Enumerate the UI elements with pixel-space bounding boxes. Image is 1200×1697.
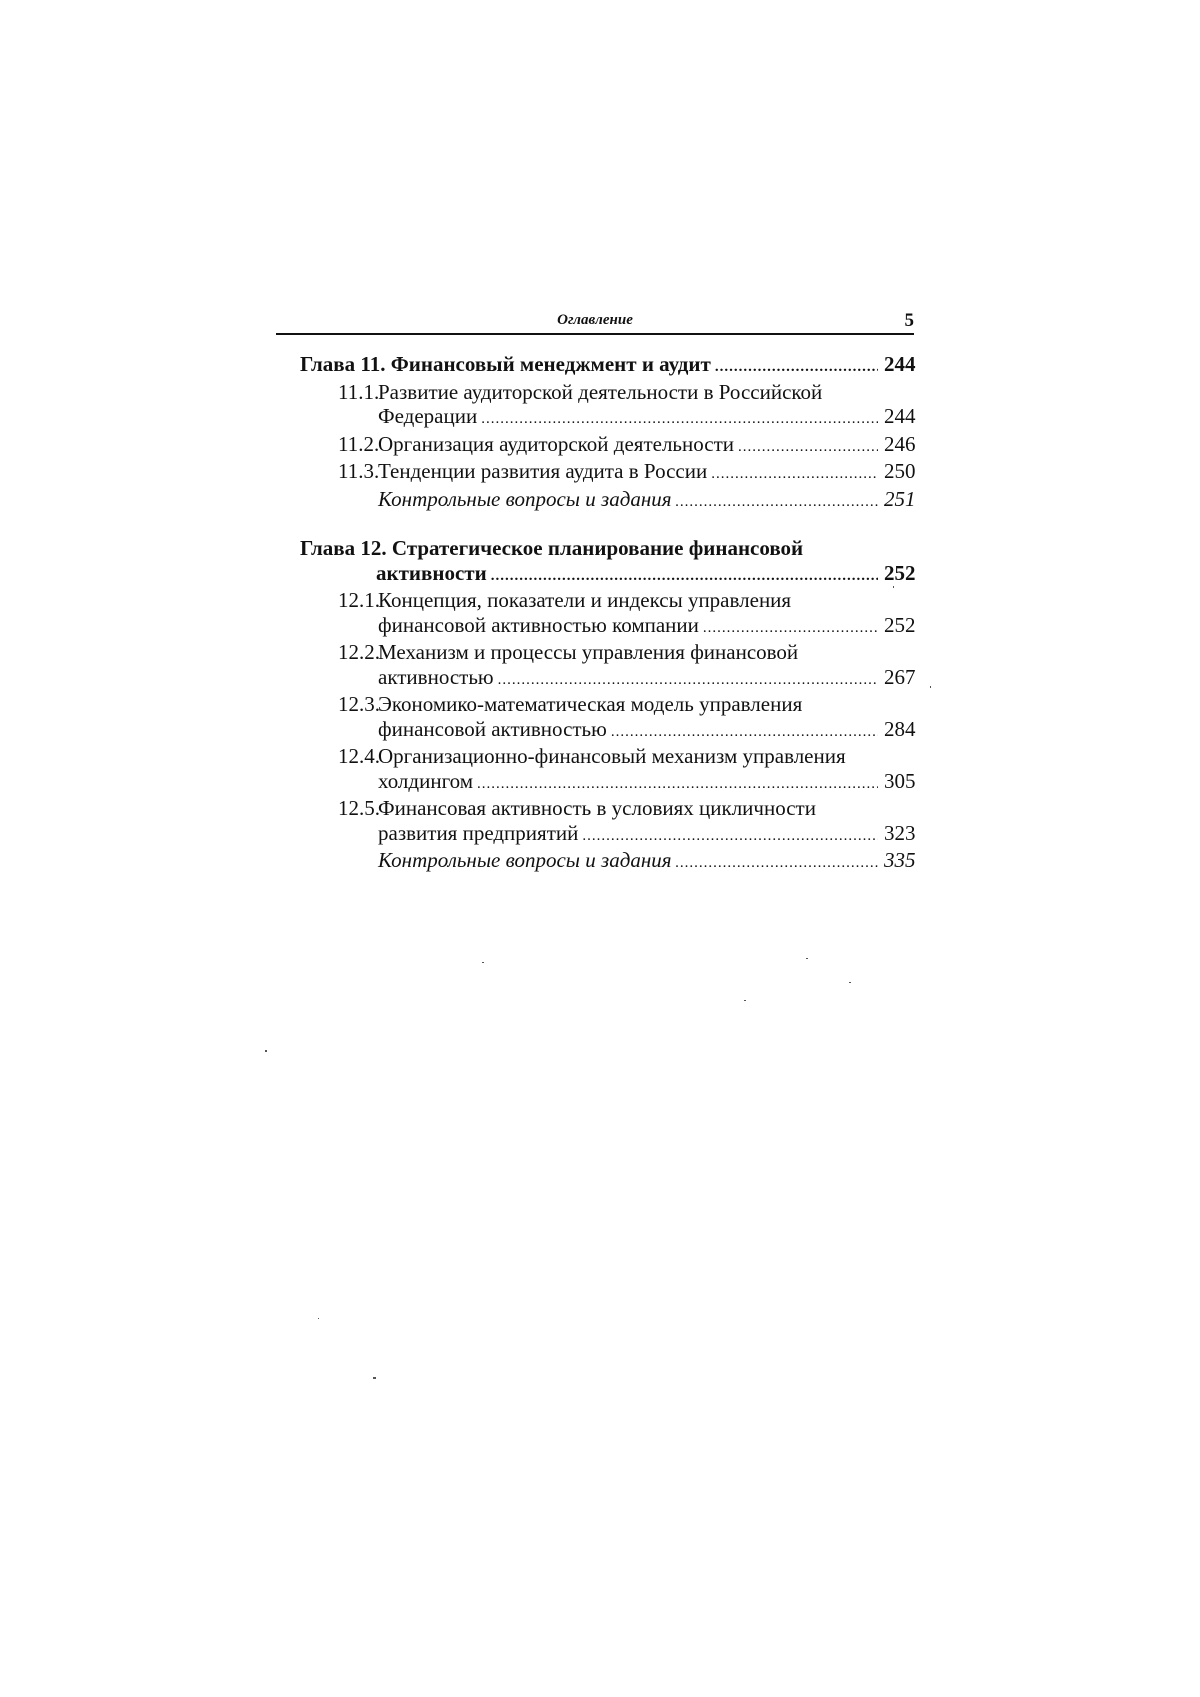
section-page: 284	[884, 716, 916, 741]
section-number: 12.2.	[338, 640, 380, 664]
toc-line	[300, 561, 914, 589]
section-number: 12.4.	[338, 744, 380, 768]
dot-leader	[481, 407, 878, 432]
questions-title: Контрольные вопросы и задания	[378, 486, 672, 511]
section-number: 11.3.	[338, 459, 380, 483]
section-title-line-2: финансовой активностью	[378, 716, 607, 741]
section-number: 12.5.	[338, 796, 380, 820]
section-number: 11.1.	[338, 379, 380, 404]
toc-line	[338, 432, 914, 460]
section-title-line-2: финансовой активностью компании	[378, 612, 699, 637]
toc-section-11-1	[300, 380, 914, 432]
chapter-title: Глава 11. Финансовый менеджмент и аудит	[300, 352, 711, 376]
scan-speck	[265, 1050, 267, 1052]
section-title-line-1: Организационно-финансовый механизм управления	[378, 744, 846, 768]
page-header-title: Оглавление	[557, 312, 633, 328]
toc-line	[338, 613, 914, 641]
scan-speck	[930, 686, 931, 688]
toc-line	[338, 640, 914, 665]
questions-page: 335	[884, 848, 916, 872]
page-number: 5	[904, 310, 914, 331]
section-page: 267	[884, 664, 916, 689]
toc-section-12-3	[300, 692, 914, 744]
toc-line	[300, 352, 914, 380]
toc-line	[338, 717, 914, 745]
section-number: 12.1.	[338, 588, 380, 612]
dot-leader	[498, 668, 878, 693]
section-number: 12.3.	[338, 692, 380, 716]
scan-speck	[373, 1377, 376, 1379]
section-page: 250	[884, 459, 916, 483]
questions-page: 251	[884, 486, 916, 511]
scan-speck	[893, 586, 894, 588]
scan-speck	[849, 982, 851, 983]
section-page: 244	[884, 404, 916, 428]
section-title-line-2: холдингом	[378, 768, 474, 793]
toc-line	[338, 692, 914, 717]
toc-questions-ch12	[300, 848, 914, 876]
toc-section-12-1	[300, 588, 914, 640]
chapter-spacer	[300, 514, 914, 536]
toc-section-12-5	[300, 796, 914, 848]
toc-line	[338, 404, 914, 432]
toc-section-11-3	[300, 459, 914, 487]
table-of-contents	[300, 352, 914, 876]
chapter-title-line-2: активности	[376, 560, 487, 585]
toc-section-12-2	[300, 640, 914, 692]
toc-chapter-11	[300, 352, 914, 380]
toc-line	[338, 769, 914, 797]
section-page: 323	[884, 820, 916, 845]
chapter-title-line-1: Глава 12. Стратегическое планирование финансовой	[300, 536, 804, 560]
section-number: 11.2.	[338, 431, 380, 456]
section-title-line-2: развития предприятий	[378, 820, 579, 845]
chapter-page: 244	[884, 352, 916, 376]
toc-line	[338, 459, 914, 487]
toc-line	[338, 588, 914, 613]
section-title: Тенденции развития аудита в России	[378, 459, 708, 483]
chapter-page: 252	[884, 560, 916, 585]
dot-leader	[582, 824, 878, 849]
toc-line	[338, 665, 914, 693]
section-title-line-1: Концепция, показатели и индексы управления	[378, 588, 792, 612]
toc-section-12-4	[300, 744, 914, 796]
section-page: 246	[884, 431, 916, 456]
header-rule	[276, 333, 914, 335]
page-header	[276, 312, 914, 334]
toc-line	[300, 536, 914, 561]
toc-section-11-2	[300, 432, 914, 460]
scan-speck	[482, 962, 484, 963]
toc-line	[378, 487, 914, 515]
toc-line	[338, 380, 914, 405]
section-title-line-1: Экономико-математическая модель управления	[378, 692, 803, 716]
dot-leader	[738, 435, 878, 460]
dot-leader	[711, 462, 878, 487]
scan-speck	[318, 1318, 319, 1319]
toc-line	[338, 821, 914, 849]
dot-leader	[676, 490, 878, 515]
toc-line	[338, 796, 914, 821]
toc-line	[338, 744, 914, 769]
scan-speck	[806, 958, 808, 959]
toc-questions-ch11	[300, 487, 914, 515]
dot-leader	[715, 355, 878, 380]
questions-title: Контрольные вопросы и задания	[378, 848, 672, 872]
toc-chapter-12	[300, 536, 914, 588]
section-title-line-1: Финансовая активность в условиях цикличности	[378, 796, 816, 820]
scan-speck	[744, 1000, 746, 1001]
section-title-line-1: Развитие аудиторской деятельности в Российской	[378, 379, 823, 404]
section-title-line-1: Механизм и процессы управления финансовой	[378, 640, 799, 664]
section-title-line-2: Федерации	[378, 404, 478, 428]
toc-line	[378, 848, 914, 876]
dot-leader	[491, 564, 878, 589]
dot-leader	[703, 616, 878, 641]
dot-leader	[676, 851, 878, 876]
dot-leader	[611, 720, 878, 745]
section-page: 252	[884, 612, 916, 637]
section-title: Организация аудиторской деятельности	[378, 431, 734, 456]
section-page: 305	[884, 768, 916, 793]
dot-leader	[477, 772, 878, 797]
section-title-line-2: активностью	[378, 664, 494, 689]
